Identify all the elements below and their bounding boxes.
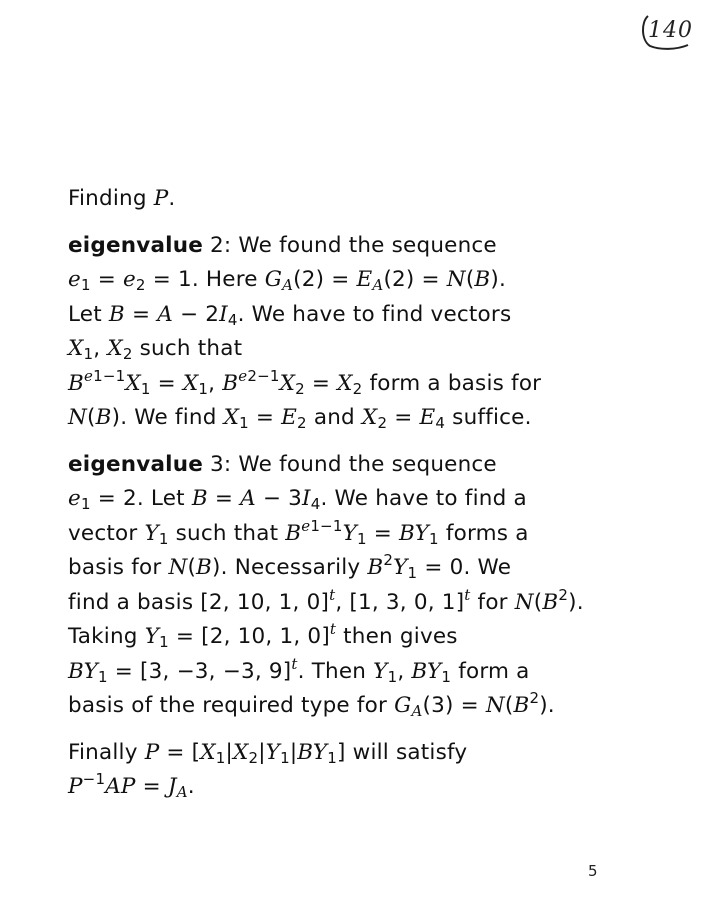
section-intro: 2: We found the sequence [203, 232, 497, 258]
math-line: Taking $Y_1 = [2$, 10, 1, 0]$^t$ then gives [68, 620, 458, 651]
math-line: $e_1 = e_2 = 1$. Here $G_A(2) = E_A(2) = N(B)$. [68, 267, 507, 294]
math-line: $X_1$, $X_2$ such that [68, 336, 243, 363]
math-line: N(B). We find $X_1 = E_2$ and $X_2 = E_4$ suffice. [68, 405, 532, 432]
heading-period: . [168, 186, 176, 211]
page-number: 5 [588, 862, 598, 880]
heading-var: P [153, 186, 169, 211]
math-line: Let $B = A - 2I_4$. We have to find vectors [68, 301, 512, 329]
math-line: basis of the required type for $G_A(3) = N(B^2)$. [68, 689, 555, 720]
heading-text: Finding [68, 186, 154, 211]
math-line: $P^{-1}AP = J_A$. [68, 770, 195, 801]
math-line: $BY_1 = [3$, −3, −3, 9]$^t$. Then $Y_1$, $BY_1$ form a [68, 654, 530, 686]
section-intro: 3: We found the sequence [203, 451, 497, 477]
section-label: eigenvalue [68, 232, 204, 258]
section-eigenvalue-2 [68, 229, 688, 436]
math-line: find a basis [2, 10, 1, 0]$^t$, [1, 3, 0, 1]$^t$ for $N(B^2)$. [68, 585, 584, 615]
handwritten-page-number [640, 12, 692, 52]
math-line: $B^{e1-1}X_1 = X_1$, $B^{e2-1}X_2 = X_2$ form a basis for [68, 366, 542, 398]
section-eigenvalue-3 [68, 448, 688, 724]
heading [68, 182, 688, 217]
math-line: $e_1 = 2$. Let $B = A - 3I_4$. We have to find a [68, 486, 527, 513]
math-line: basis for N(B). Necessarily $B^2Y_1 = 0$. We [68, 551, 512, 582]
math-line: vector $Y_1$ such that $B^{e1-1}Y_1 = BY_1$ forms a [68, 516, 529, 548]
handwritten-number-text: 140 [648, 18, 693, 43]
section-label: eigenvalue [68, 451, 204, 477]
page-content [68, 182, 688, 805]
conclusion [68, 736, 688, 805]
math-line: Finally $P = [X_1|X_2|Y_1|BY_1]$ will satisfy [68, 739, 468, 767]
